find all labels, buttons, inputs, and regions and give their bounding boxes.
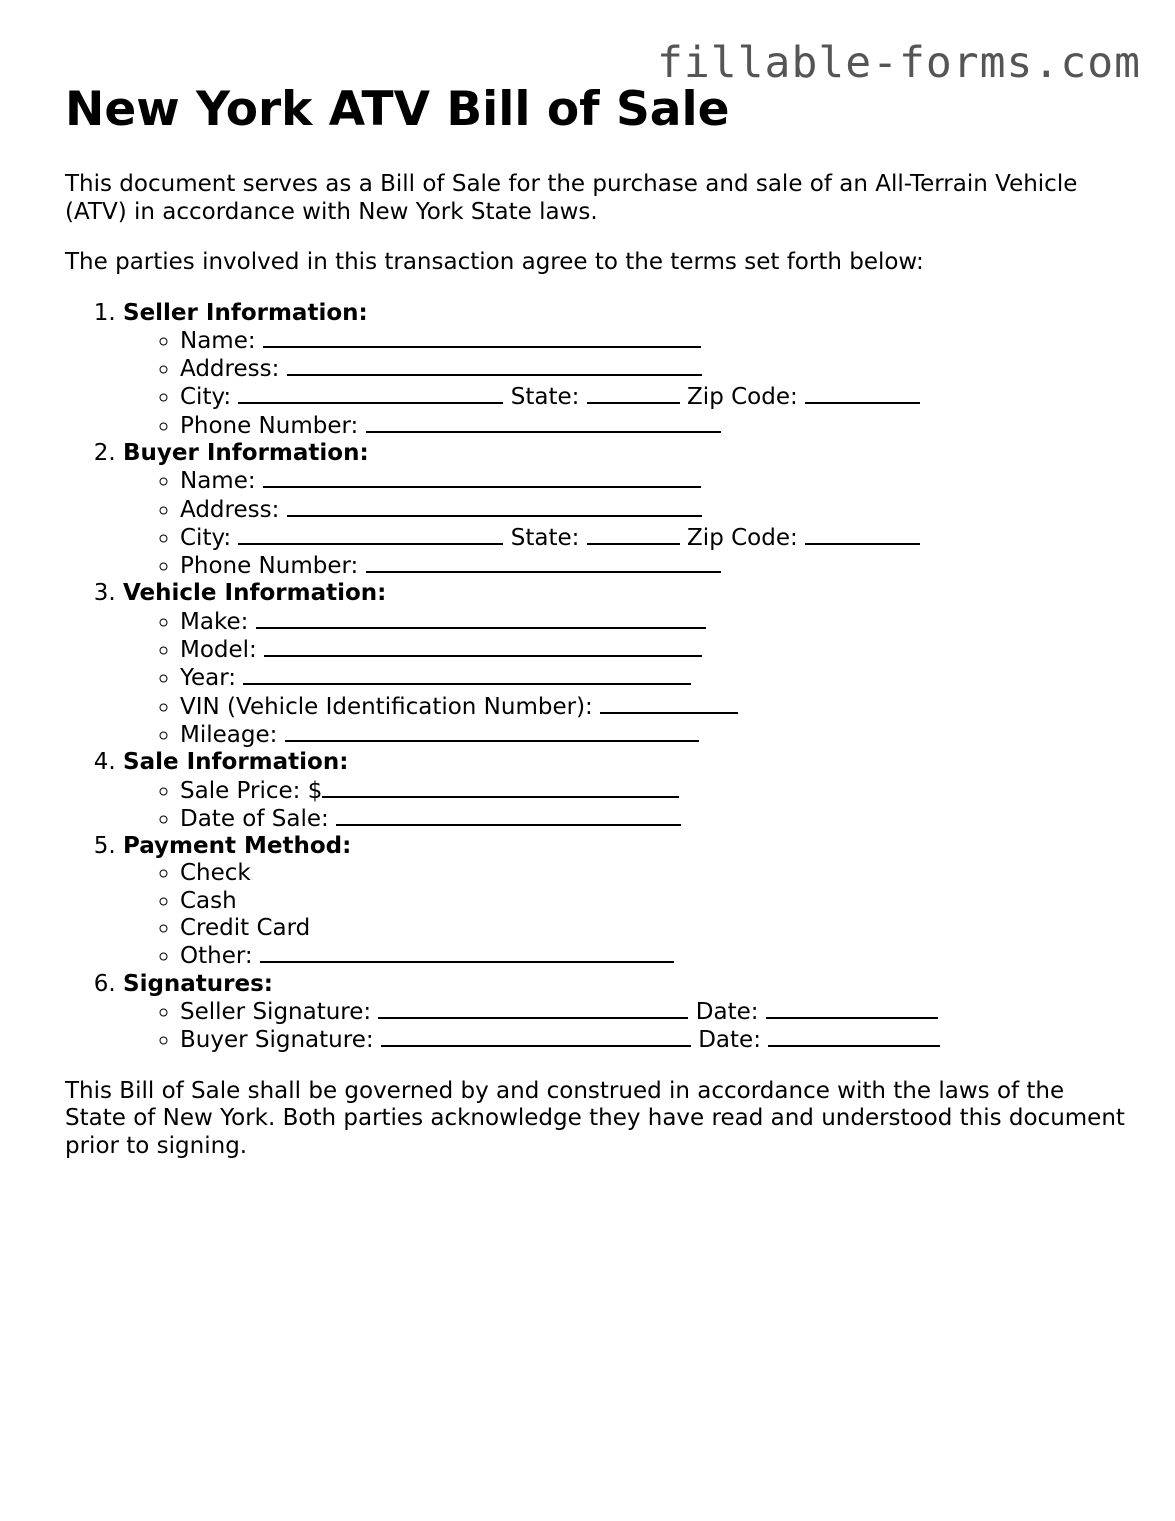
seller-address-field[interactable] [287,355,702,376]
seller-city-row [180,383,1125,411]
vehicle-fields [123,608,1125,749]
seller-address-label: Address: [180,356,280,383]
seller-section-title: Seller Information: [123,299,368,326]
vehicle-vin-field[interactable] [600,693,738,714]
buyer-address-row [180,496,1125,524]
sale-section-title: Sale Information: [123,749,349,776]
form-sections [65,300,1125,1055]
vehicle-mileage-label: Mileage: [180,721,278,748]
section-seller [123,300,1125,440]
vehicle-year-row [180,664,1125,692]
seller-phone-field[interactable] [366,412,721,433]
section-vehicle [123,580,1125,749]
seller-zip-field[interactable] [805,383,920,404]
buyer-zip-field[interactable] [805,524,920,545]
buyer-phone-row [180,552,1125,580]
vehicle-year-field[interactable] [243,664,691,685]
signatures-section-title: Signatures: [123,970,274,997]
vehicle-mileage-field[interactable] [285,721,699,742]
buyer-city-label: City: [180,524,232,551]
seller-phone-label: Phone Number: [180,412,359,439]
vehicle-section-title: Vehicle Information: [123,580,387,607]
sale-date-label: Date of Sale: [180,805,329,832]
seller-signature-field[interactable] [378,998,688,1019]
seller-state-label: State: [510,384,580,411]
buyer-signature-date-label: Date: [698,1027,761,1054]
buyer-name-field[interactable] [263,467,701,488]
seller-signature-date-field[interactable] [766,998,938,1019]
buyer-signature-label: Buyer Signature: [180,1027,374,1054]
vehicle-model-label: Model: [180,637,257,664]
buyer-city-field[interactable] [238,524,503,545]
vehicle-vin-row [180,693,1125,721]
vehicle-make-field[interactable] [256,608,706,629]
payment-other-field[interactable] [260,942,674,963]
seller-name-row [180,327,1125,355]
seller-city-label: City: [180,384,232,411]
buyer-city-row [180,524,1125,552]
seller-signature-date-label: Date: [695,998,759,1025]
sale-price-field[interactable] [322,777,679,798]
seller-phone-row [180,412,1125,440]
seller-zip-label: Zip Code: [687,384,798,411]
buyer-state-label: State: [510,524,580,551]
parties-statement: The parties involved in this transaction agree to the terms set forth below: [65,249,924,275]
vehicle-make-label: Make: [180,608,249,635]
seller-state-field[interactable] [587,383,680,404]
payment-other-label: Other: [180,943,253,970]
seller-fields [123,327,1125,440]
seller-city-field[interactable] [238,383,503,404]
section-buyer [123,440,1125,580]
vehicle-make-row [180,608,1125,636]
section-sale [123,749,1125,833]
intro-paragraph: This document serves as a Bill of Sale for the purchase and sale of an All-Terrain Vehicle (ATV) in accordance with New York State laws. [65,171,1078,225]
vehicle-vin-label: VIN (Vehicle Identification Number): [180,693,593,720]
sale-price-row [180,777,1125,805]
seller-signature-row [180,998,1125,1026]
sale-date-field[interactable] [336,805,681,826]
seller-name-field[interactable] [263,327,701,348]
seller-signature-label: Seller Signature: [180,998,372,1025]
payment-option-check: ◦ Check [180,860,1125,887]
payment-option-cash: ◦ Cash [180,888,1125,915]
seller-address-row [180,355,1125,383]
buyer-phone-field[interactable] [366,552,721,573]
buyer-name-label: Name: [180,468,256,495]
signature-fields [123,998,1125,1055]
closing-paragraph: This Bill of Sale shall be governed by and construed in accordance with the laws of the State of New York. Both parties acknowledge they have read and understood this document prior to signing. [65,1077,1125,1159]
buyer-section-title: Buyer Information: [123,439,369,466]
buyer-address-label: Address: [180,496,280,523]
buyer-fields [123,467,1125,580]
buyer-zip-label: Zip Code: [687,524,798,551]
payment-options [123,860,1125,970]
sale-fields [123,777,1125,834]
section-payment [123,833,1125,970]
watermark: fillable-forms.com [657,38,1141,88]
buyer-signature-date-field[interactable] [768,1026,940,1047]
payment-option-credit-card: ◦ Credit Card [180,915,1125,942]
buyer-state-field[interactable] [587,524,680,545]
buyer-phone-label: Phone Number: [180,553,359,580]
vehicle-year-label: Year: [180,665,237,692]
document-page [65,82,1125,1160]
vehicle-model-field[interactable] [264,636,702,657]
payment-other-row [180,942,1125,970]
payment-section-title: Payment Method: [123,833,352,860]
document-title: New York ATV Bill of Sale [65,82,730,137]
sale-date-row [180,805,1125,833]
vehicle-mileage-row [180,721,1125,749]
buyer-name-row [180,467,1125,495]
seller-name-label: Name: [180,327,256,354]
buyer-signature-row [180,1026,1125,1054]
buyer-address-field[interactable] [287,496,702,517]
buyer-signature-field[interactable] [381,1026,691,1047]
section-signatures [123,971,1125,1055]
vehicle-model-row [180,636,1125,664]
sale-price-label: Sale Price: $ [180,777,323,804]
